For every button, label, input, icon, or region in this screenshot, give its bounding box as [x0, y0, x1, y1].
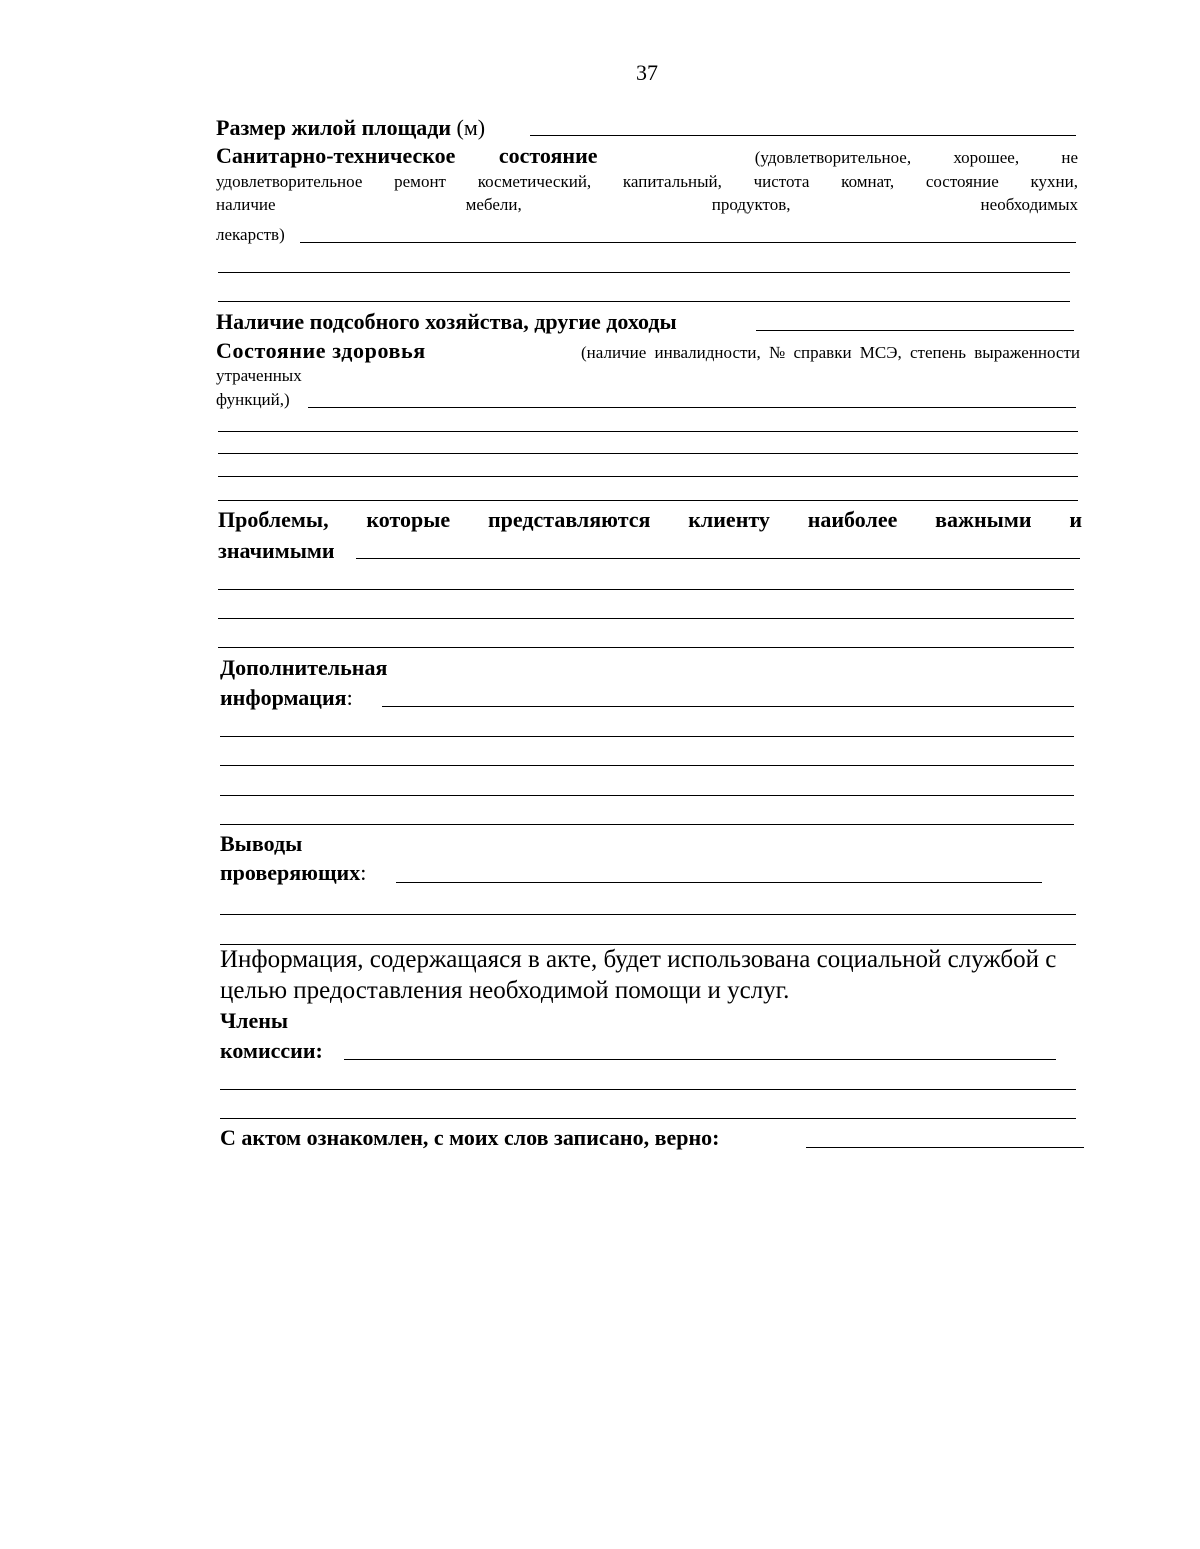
conclusions-label-line2-row	[220, 860, 366, 886]
additional-field-line-2[interactable]	[220, 736, 1074, 737]
sanitary-hint-line3: наличие мебели, продуктов, необходимых	[216, 195, 1078, 214]
conclusions-label-line2: проверяющих	[220, 860, 361, 885]
health-hint-line3: функций,)	[216, 390, 290, 409]
additional-field-line-1[interactable]	[382, 706, 1074, 707]
health-field-line-1[interactable]	[308, 407, 1076, 408]
additional-field-line-3[interactable]	[220, 765, 1074, 766]
commission-label-line2: комиссии:	[220, 1038, 323, 1063]
health-field-line-5[interactable]	[218, 500, 1078, 501]
additional-field-line-4[interactable]	[220, 795, 1074, 796]
sanitary-hint-line4: лекарств)	[216, 225, 285, 244]
problems-field-line-2[interactable]	[218, 589, 1074, 590]
health-field-line-4[interactable]	[218, 476, 1078, 477]
living-area-label-bold: Размер жилой площади	[216, 115, 451, 140]
conclusions-colon: :	[360, 860, 367, 885]
sanitary-field-line-2[interactable]	[218, 272, 1070, 273]
additional-field-line-5[interactable]	[220, 824, 1074, 825]
household-field-line[interactable]	[756, 330, 1074, 331]
living-area-field-line[interactable]	[530, 135, 1076, 136]
health-field-line-3[interactable]	[218, 453, 1078, 454]
commission-field-line-2[interactable]	[220, 1089, 1076, 1090]
living-area-label	[216, 115, 485, 141]
problems-field-line-1[interactable]	[356, 558, 1080, 559]
problems-label-line2: значимыми	[218, 538, 335, 563]
health-hint-line1: (наличие инвалидности, № справки МСЭ, степень выраженности	[581, 343, 1080, 362]
commission-field-line-3[interactable]	[220, 1118, 1076, 1119]
problems-label-line1: Проблемы, которые представляются клиенту наиболее важными и	[218, 507, 1082, 532]
health-label-bold: Состояние здоровья	[216, 338, 426, 363]
commission-field-line-1[interactable]	[344, 1059, 1056, 1060]
sanitary-hint-part1: (удовлетворительное, хорошее, не	[754, 148, 1078, 167]
conclusions-field-line-1[interactable]	[396, 882, 1042, 883]
additional-colon: :	[346, 685, 353, 710]
health-header-row	[216, 338, 1080, 364]
conclusions-label-line1: Выводы	[220, 831, 303, 856]
problems-field-line-4[interactable]	[218, 647, 1074, 648]
sanitary-field-line-3[interactable]	[218, 301, 1070, 302]
acknowledgement-label: С актом ознакомлен, с моих слов записано, верно:	[220, 1125, 720, 1150]
sanitary-hint-line2: удовлетворительное ремонт косметический, капитальный, чистота комнат, состояние кухни,	[216, 172, 1078, 191]
living-area-unit: (м)	[456, 115, 486, 140]
health-field-line-2[interactable]	[218, 431, 1078, 432]
page-number: 37	[636, 60, 658, 85]
additional-label-line1: Дополнительная	[220, 655, 388, 680]
health-hint-line2: утраченных	[216, 366, 302, 385]
problems-field-line-3[interactable]	[218, 618, 1074, 619]
sanitary-label-bold: Санитарно-техническое состояние	[216, 143, 598, 168]
conclusions-field-line-2[interactable]	[220, 914, 1076, 915]
household-label: Наличие подсобного хозяйства, другие доходы	[216, 309, 677, 334]
additional-label-line2: информация	[220, 685, 347, 710]
conclusions-field-line-3[interactable]	[220, 944, 1076, 945]
commission-label-line1: Члены	[220, 1008, 289, 1033]
sanitary-header-row	[216, 143, 1078, 169]
sanitary-field-line-1[interactable]	[300, 242, 1076, 243]
acknowledgement-signature-line[interactable]	[806, 1147, 1084, 1148]
info-notice-line2: целью предоставления необходимой помощи и услуг.	[220, 977, 790, 1004]
additional-label-line2-row	[220, 685, 353, 711]
info-notice-line1: Информация, содержащаяся в акте, будет использована социальной службой с	[220, 946, 1057, 973]
